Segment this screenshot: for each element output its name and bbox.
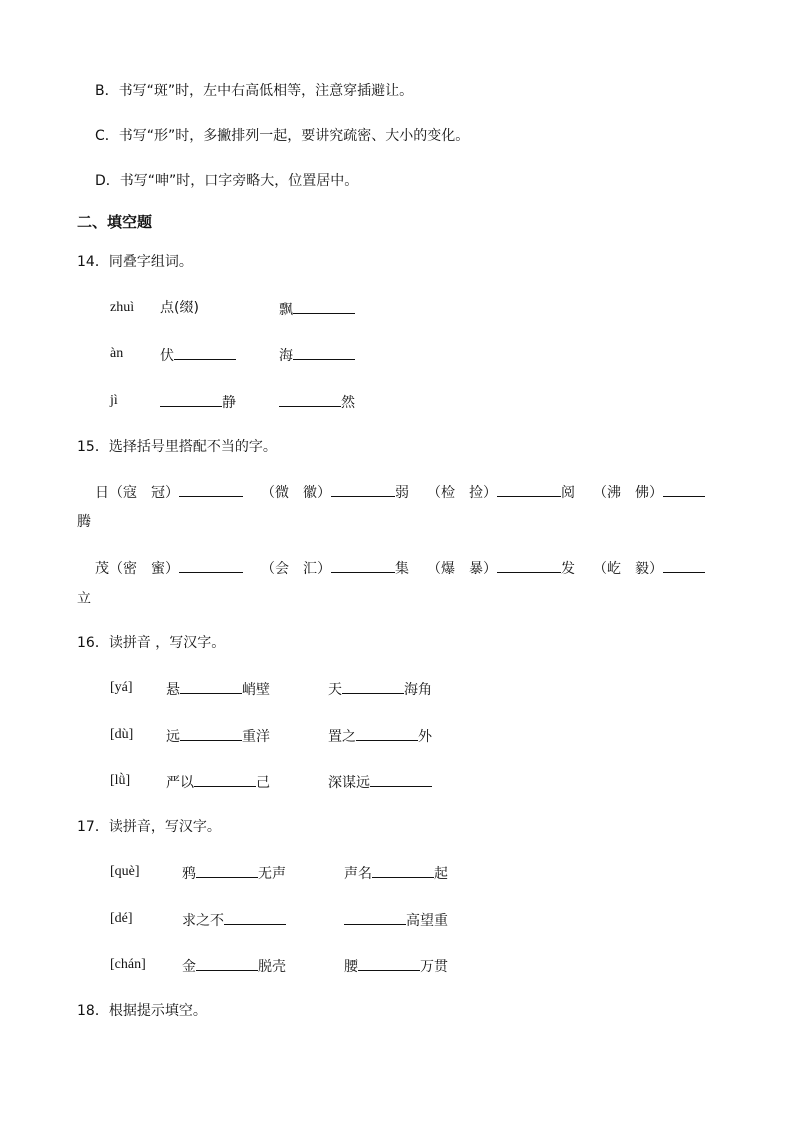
q17-row2-b-suf: 高望重	[406, 913, 448, 929]
q14-row1-pinyin: zhuì	[110, 300, 135, 315]
q17-row3-a	[182, 955, 286, 977]
q15-l1-g4: （沸 佛）	[593, 485, 663, 501]
q15-l1-blank4[interactable]	[663, 481, 705, 497]
q16-row1-a-blank[interactable]	[180, 678, 242, 694]
q16-row3-b-pre: 深谋远	[328, 775, 370, 791]
q14-row2-b	[279, 344, 355, 366]
q14-row2-a	[160, 344, 236, 366]
q16-row3-a-blank[interactable]	[194, 771, 256, 787]
q17-row1-a-pre: 鸦	[182, 866, 196, 882]
option-c: C．书写“形”时，多撇排列一起，要讲究疏密、大小的变化。	[95, 128, 470, 144]
q15-l1-g1: 日（寇 冠）	[95, 485, 179, 501]
q17-row2-a-pre: 求之不	[182, 913, 224, 929]
q15-l2-blank4[interactable]	[663, 557, 705, 573]
q16-row1-a-suf: 峭壁	[242, 682, 270, 698]
q16-row3-b	[328, 771, 432, 793]
q15-l1-g3: （检 捡）	[427, 485, 497, 501]
q15-l1-blank3[interactable]	[497, 481, 561, 497]
q16-row2-a-suf: 重洋	[242, 729, 270, 745]
q17-row1-a-blank[interactable]	[196, 862, 258, 878]
q17-row1-b	[344, 862, 448, 884]
q14-row1-b-blank[interactable]	[293, 298, 355, 314]
q14-row3-a-suffix: 静	[222, 395, 236, 411]
q15-line1	[95, 481, 705, 503]
q15-l2-g3-suffix: 发	[561, 561, 575, 577]
q15-l2-g1: 茂（密 蜜）	[95, 561, 179, 577]
q14-row1-b	[279, 298, 355, 320]
q15-title: 15．选择括号里搭配不当的字。	[77, 439, 277, 455]
q16-title: 16．读拼音 ，写汉字。	[77, 635, 226, 651]
q14-row3-pinyin: jì	[110, 393, 118, 408]
q14-row2-pinyin: àn	[110, 346, 124, 361]
q15-l1-g2-suffix: 弱	[395, 485, 409, 501]
q15-l1-g2: （微 徽）	[261, 485, 331, 501]
q16-row2-b-suf: 外	[418, 729, 432, 745]
q16-row1-a-pre: 悬	[166, 682, 180, 698]
option-b: B．书写“斑”时，左中右高低相等，注意穿插避让。	[95, 83, 414, 99]
section-title: 二、填空题	[77, 213, 153, 231]
q16-row3-a	[166, 771, 270, 793]
q17-row3-pinyin: [chán]	[110, 957, 146, 972]
q16-row3-b-blank[interactable]	[370, 771, 432, 787]
q15-line2-wrap: 立	[77, 591, 91, 607]
q17-row3-b	[344, 955, 448, 977]
q16-row1-b-suf: 海角	[404, 682, 432, 698]
q15-l2-blank2[interactable]	[331, 557, 395, 573]
q16-row2-pinyin: [dù]	[110, 727, 134, 742]
q15-l2-g2: （会 汇）	[261, 561, 331, 577]
q17-row1-b-pre: 声名	[344, 866, 372, 882]
q17-row2-b	[344, 909, 448, 931]
q17-row3-a-blank[interactable]	[196, 955, 258, 971]
q15-line2	[95, 557, 705, 579]
q16-row3-a-pre: 严以	[166, 775, 194, 791]
q15-l1-g3-suffix: 阅	[561, 485, 575, 501]
q14-row3-b-suffix: 然	[341, 395, 355, 411]
q15-l1-blank2[interactable]	[331, 481, 395, 497]
q15-line1-wrap: 腾	[77, 514, 91, 530]
q18-title: 18．根据提示填空。	[77, 1003, 207, 1019]
q15-l2-blank1[interactable]	[179, 557, 243, 573]
q17-row3-b-pre: 腰	[344, 959, 358, 975]
q17-row2-pinyin: [dé]	[110, 911, 133, 926]
q16-row1-b	[328, 678, 432, 700]
q16-row3-pinyin: [lǜ]	[110, 773, 131, 788]
q14-row1-a: 点(缀)	[160, 300, 199, 316]
q17-row1-a-suf: 无声	[258, 866, 286, 882]
q16-row2-b-blank[interactable]	[356, 725, 418, 741]
q17-row3-b-blank[interactable]	[358, 955, 420, 971]
q16-row1-a	[166, 678, 270, 700]
q17-row1-pinyin: [què]	[110, 864, 140, 879]
q14-row3-b-blank[interactable]	[279, 391, 341, 407]
q14-row2-a-prefix: 伏	[160, 348, 174, 364]
q17-row3-a-pre: 金	[182, 959, 196, 975]
q15-l2-g3: （爆 暴）	[427, 561, 497, 577]
q16-row2-b-pre: 置之	[328, 729, 356, 745]
q16-row3-a-suf: 己	[256, 775, 270, 791]
q17-row2-a-blank[interactable]	[224, 909, 286, 925]
q16-row1-pinyin: [yá]	[110, 680, 133, 695]
q14-row3-b	[279, 391, 355, 413]
q17-row1-b-suf: 起	[434, 866, 448, 882]
q17-row1-a	[182, 862, 286, 884]
q16-row2-a	[166, 725, 270, 747]
q15-l1-blank1[interactable]	[179, 481, 243, 497]
q17-row3-b-suf: 万贯	[420, 959, 448, 975]
q17-row1-b-blank[interactable]	[372, 862, 434, 878]
q15-l2-g4: （屹 毅）	[593, 561, 663, 577]
q16-row2-b	[328, 725, 432, 747]
q15-l2-blank3[interactable]	[497, 557, 561, 573]
q16-row1-b-blank[interactable]	[342, 678, 404, 694]
q16-row2-a-blank[interactable]	[180, 725, 242, 741]
q14-row1-b-prefix: 飘	[279, 302, 293, 318]
q14-row3-a	[160, 391, 236, 413]
q16-row2-a-pre: 远	[166, 729, 180, 745]
q14-row2-b-prefix: 海	[279, 348, 293, 364]
q17-row3-a-suf: 脱壳	[258, 959, 286, 975]
q16-row1-b-pre: 天	[328, 682, 342, 698]
q17-row2-b-blank[interactable]	[344, 909, 406, 925]
option-d: D．书写“呻”时，口字旁略大，位置居中。	[95, 173, 359, 189]
q14-row2-a-blank[interactable]	[174, 344, 236, 360]
q14-title: 14．同叠字组词。	[77, 254, 193, 270]
q14-row3-a-blank[interactable]	[160, 391, 222, 407]
q15-l2-g2-suffix: 集	[395, 561, 409, 577]
q17-title: 17．读拼音，写汉字。	[77, 819, 221, 835]
q14-row2-b-blank[interactable]	[293, 344, 355, 360]
q17-row2-a	[182, 909, 286, 931]
